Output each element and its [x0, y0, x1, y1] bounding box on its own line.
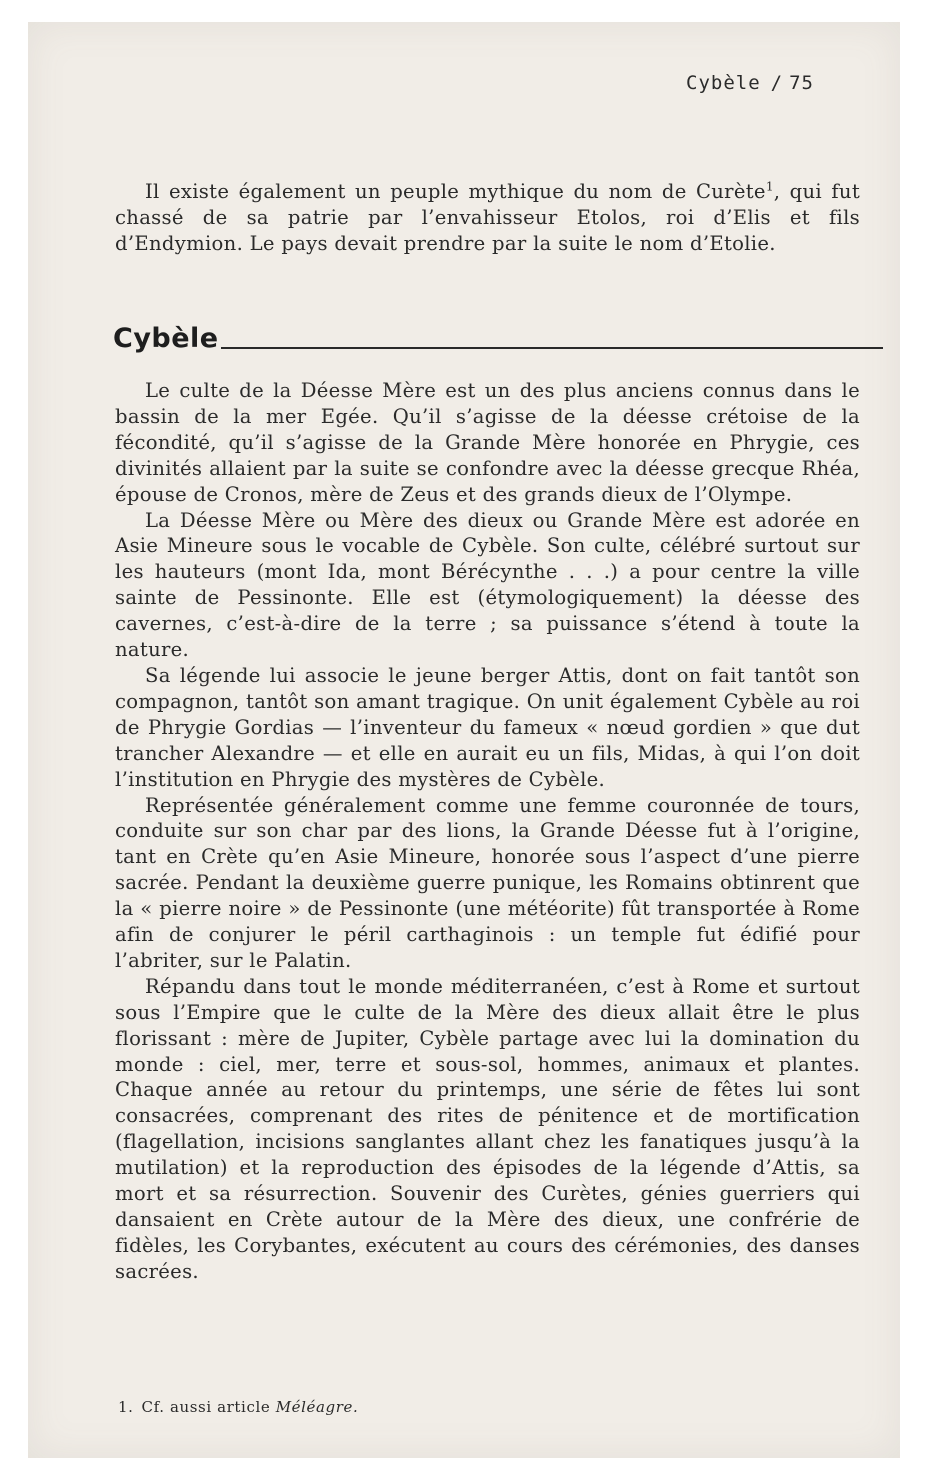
paragraph: La Déesse Mère ou Mère des dieux ou Grande Mère est adorée en Asie Mineure sous le vocable de Cybèle. Son culte, célébré surtout sur les hauteurs (mont Ida, mont Bérécynthe . . .) a pour centre la ville sainte de Pessinonte. Elle est (étymologiquement) la déesse des cavernes, c’est-à-dire de la terre ; sa puissance s’étend à toute la nature. [115, 508, 860, 662]
book-page [28, 22, 900, 1458]
paragraph: Sa légende lui associe le jeune berger Attis, dont on fait tantôt son compagnon, tantôt son amant tragique. On unit également Cybèle au roi de Phrygie Gordias — l’inventeur du fameux « nœud gordien » que dut trancher Alexandre — et elle en aurait eu un fils, Midas, à qui l’on doit l’institution en Phrygie des mystères de Cybèle. [115, 663, 860, 791]
intro-paragraph [115, 179, 860, 257]
footnote-reference: 1 [765, 179, 774, 194]
running-head-title: Cybèle [686, 72, 761, 94]
footnote-text: Cf. aussi article [141, 1398, 271, 1416]
footnote [118, 1398, 358, 1416]
page-number: 75 [789, 72, 814, 94]
paragraph: Répandu dans tout le monde méditerranéen, c’est à Rome et surtout sous l’Empire que le culte de la Mère des dieux allait être le plus florissant : mère de Jupiter, Cybèle partage avec lui la domination du monde : ciel, mer, terre et sous-sol, hommes, animaux et plantes. Chaque année au retour du printemps, une série de fêtes lui sont consacrées, comprenant des rites de pénitence et de mortification (flagellation, incisions sanglantes allant chez les fanatiques jusqu’à la mutilation) et la reproduction des épisodes de la légende d’Attis, sa mort et sa résurrection. Souvenir des Curètes, génies guerriers qui dansaient en Crète autour de la Mère des dieux, une confrérie de fidèles, les Corybantes, exécutent au cours des cérémonies, des danses sacrées. [115, 974, 860, 1283]
section-heading: Cybèle [113, 323, 219, 354]
heading-rule [221, 347, 883, 349]
intro-text-part1: Il existe également un peuple mythique du nom de Curète [145, 180, 766, 203]
running-head [686, 72, 814, 94]
footnote-reference-title: Méléagre. [275, 1398, 359, 1416]
intro-text-part2: , qui fut chassé de sa patrie par l’envahisseur Etolos, roi d’Elis et fils d’Endymion. Le pays devait prendre par la suite le nom d’Etolie. [115, 180, 860, 255]
intro-text [115, 179, 860, 257]
paragraph: Représentée généralement comme une femme couronnée de tours, conduite sur son char par des lions, la Grande Déesse fut à l’origine, tant en Crète qu’en Asie Mineure, honorée sous l’aspect d’une pierre sacrée. Pendant la deuxième guerre punique, les Romains obtinrent que la « pierre noire » de Pessinonte (une météorite) fût transportée à Rome afin de conjurer le péril carthaginois : un temple fut édifié pour l’abriter, sur le Palatin. [115, 793, 860, 972]
footnote-number: 1. [118, 1398, 134, 1416]
running-head-separator: / [770, 72, 784, 94]
paragraph: Le culte de la Déesse Mère est un des plus anciens connus dans le bassin de la mer Egée. Qu’il s’agisse de la déesse crétoise de la fécondité, qu’il s’agisse de la Grande Mère honorée en Phrygie, ces divinités allaient par la suite se confondre avec la déesse grecque Rhéa, épouse de Cronos, mère de Zeus et des grands dieux de l’Olympe. [115, 379, 860, 506]
section-heading-row [113, 323, 883, 354]
section-body [115, 378, 860, 1285]
